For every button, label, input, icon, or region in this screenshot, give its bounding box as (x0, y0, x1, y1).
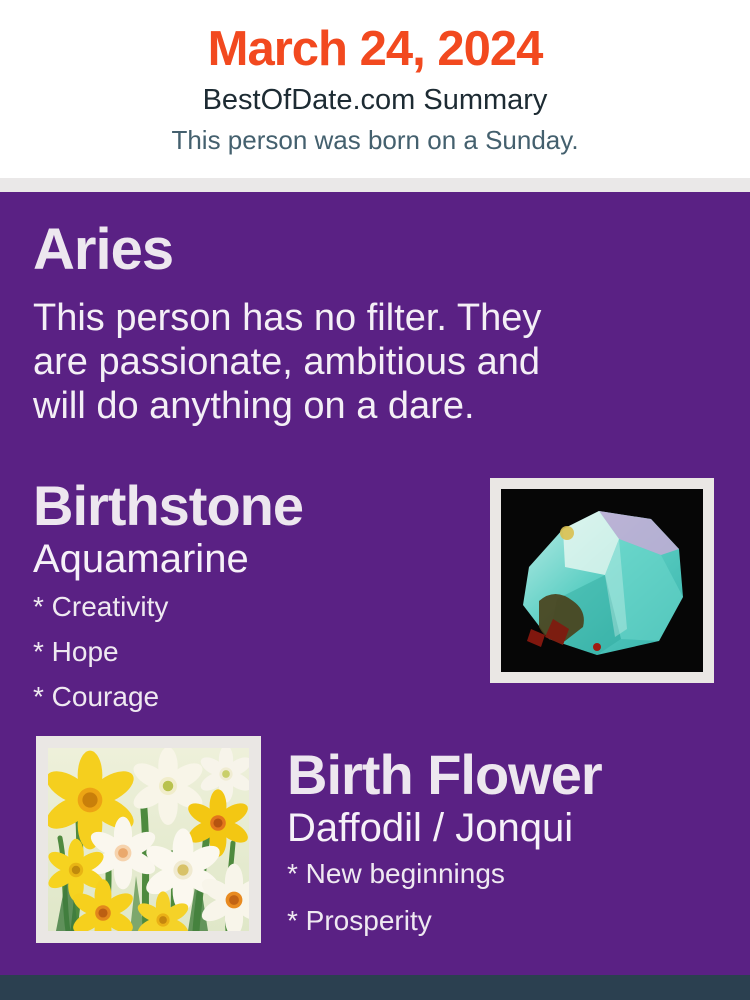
daffodil-flowers-image (48, 748, 249, 931)
zodiac-section (0, 192, 750, 975)
next-section-bar (0, 975, 750, 1000)
site-summary-subtitle: BestOfDate.com Summary (202, 84, 548, 117)
zodiac-description-line: will do anything on a dare. (33, 384, 475, 427)
birth-flower-name: Daffodil / Jonqui (287, 806, 574, 851)
date-title: March 24, 2024 (207, 22, 543, 76)
birth-flower-block (287, 745, 602, 953)
birth-flower-trait: * Prosperity (287, 905, 432, 937)
birthstone-heading: Birthstone (33, 473, 303, 537)
aquamarine-stone-photo (490, 478, 714, 683)
birthstone-trait: * Hope (33, 636, 119, 668)
born-on-day-text: This person was born on a Sunday. (171, 125, 579, 156)
divider-strip (0, 178, 750, 192)
birth-flower-trait: * New beginnings (287, 858, 505, 890)
birthstone-trait: * Courage (33, 681, 160, 713)
zodiac-description-line: are passionate, ambitious and (33, 340, 540, 383)
daffodil-flowers-photo (36, 736, 261, 943)
zodiac-description (33, 296, 750, 428)
header (0, 0, 750, 178)
birthstone-trait: * Creativity (33, 591, 169, 623)
birth-flower-heading: Birth Flower (287, 743, 602, 806)
zodiac-description-line: This person has no filter. They (33, 296, 542, 339)
zodiac-sign-heading: Aries (33, 217, 174, 282)
aquamarine-stone-image (501, 489, 703, 672)
birth-flower-traits-list (287, 859, 602, 936)
birthstone-name: Aquamarine (33, 537, 249, 582)
